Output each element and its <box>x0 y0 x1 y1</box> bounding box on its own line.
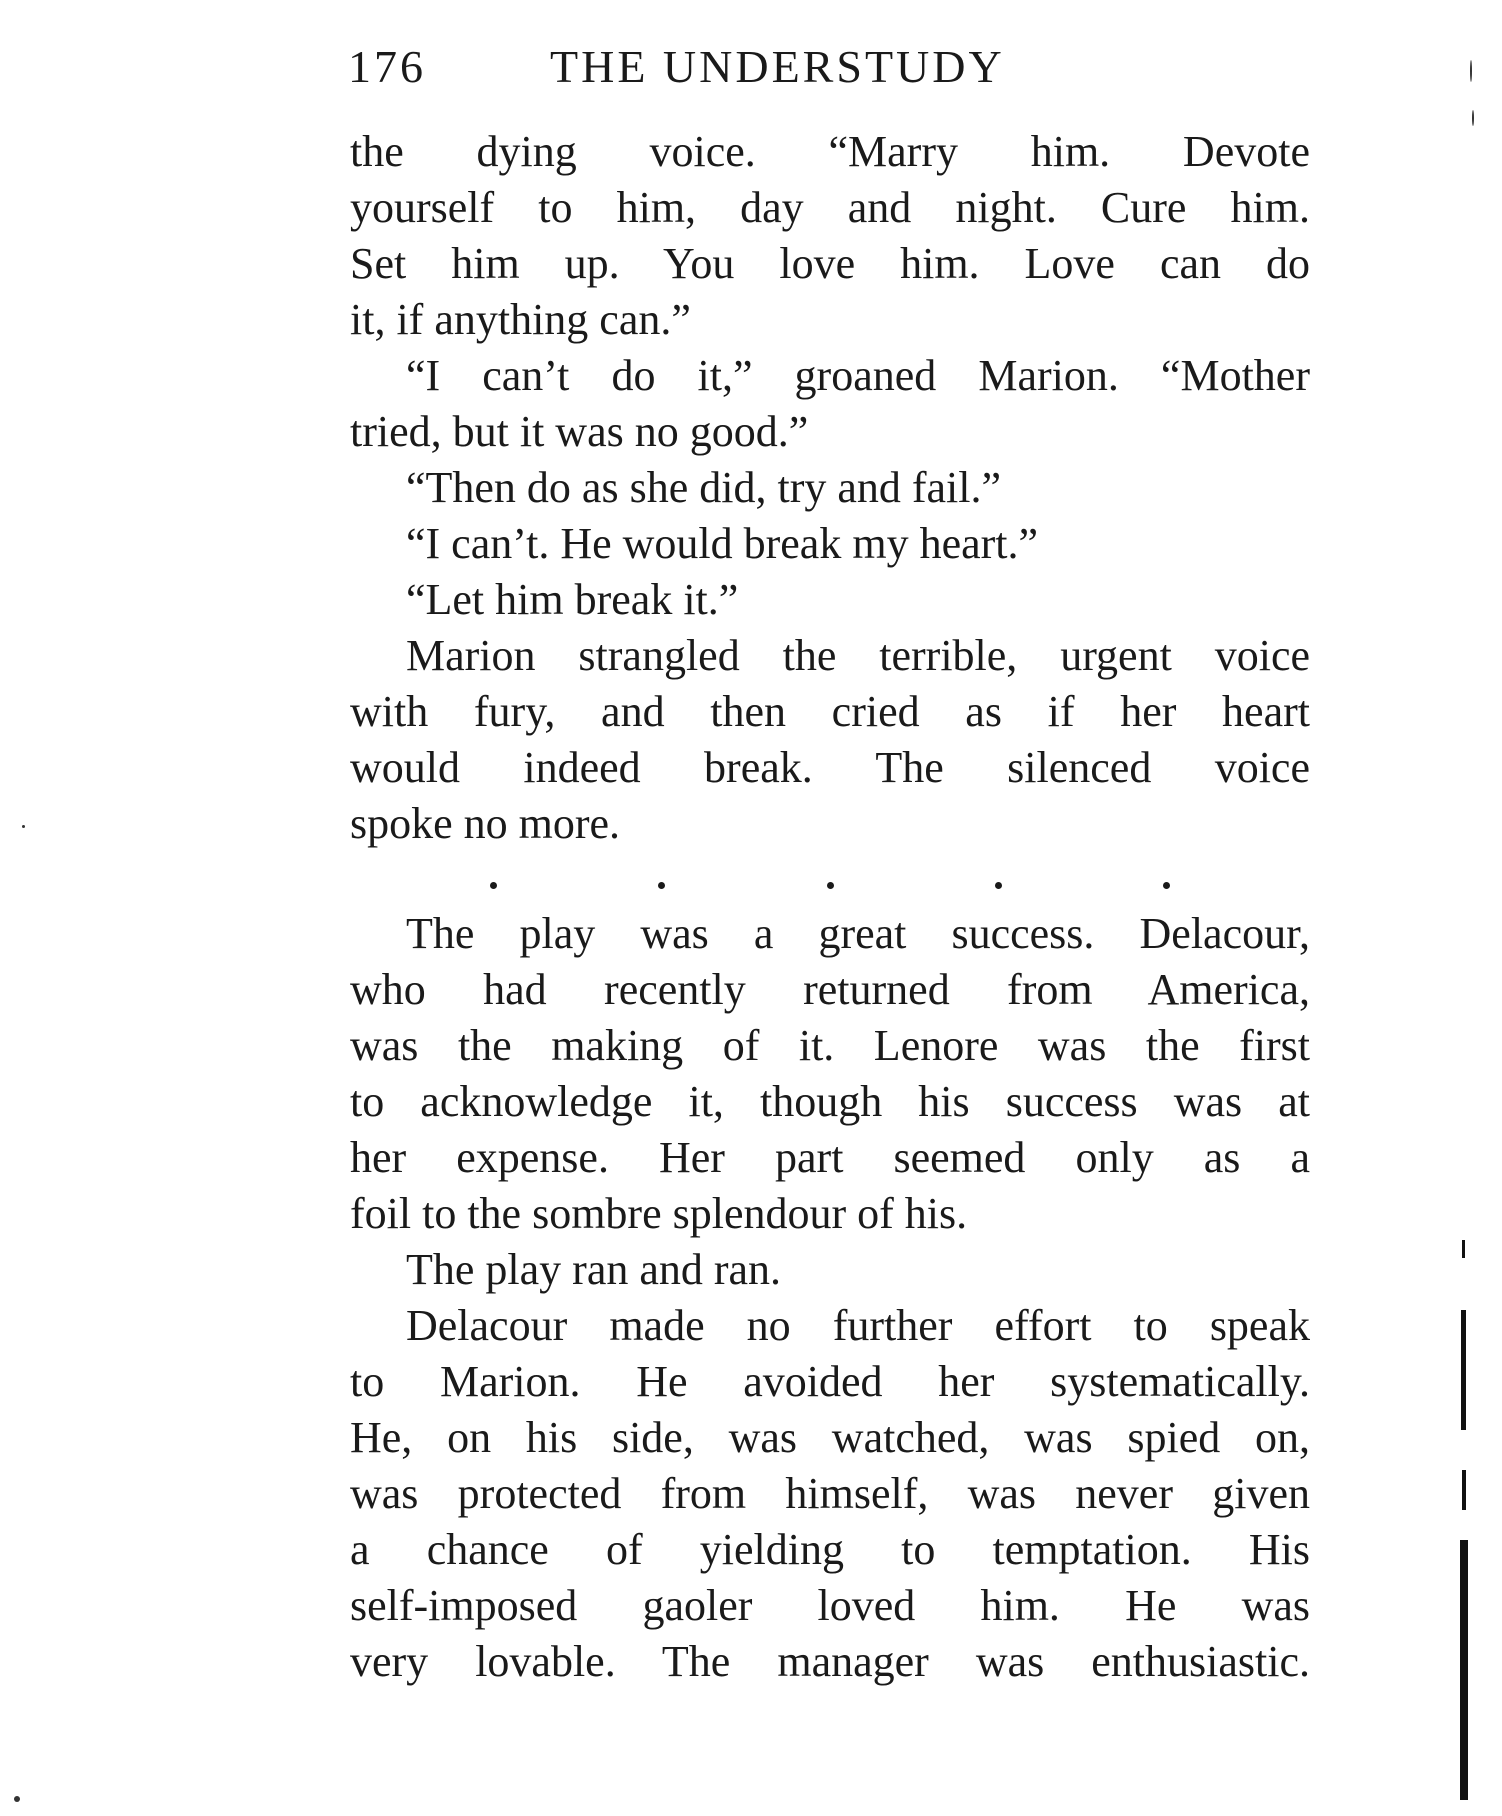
ellipsis-dot <box>658 882 665 889</box>
text-line: to acknowledge it, though his success was at <box>350 1077 1310 1126</box>
text-line: was the making of it. Lenore was the first <box>350 1021 1310 1070</box>
scan-speck <box>22 825 25 828</box>
ellipsis-dot <box>995 882 1002 889</box>
passage-one <box>350 124 1310 852</box>
text-line: yourself to him, day and night. Cure him. <box>350 183 1310 232</box>
text-line: who had recently returned from America, <box>350 965 1310 1014</box>
text-line: “Let him break it.” <box>406 575 739 624</box>
text-line: very lovable. The manager was enthusiastic. <box>350 1637 1310 1686</box>
running-title: THE UNDERSTUDY <box>550 41 1005 92</box>
text-line: spoke no more. <box>350 799 621 848</box>
text-line: foil to the sombre splendour of his. <box>350 1189 968 1238</box>
text-line: Delacour made no further effort to speak <box>406 1301 1310 1350</box>
text-line: Marion strangled the terrible, urgent voice <box>406 631 1310 680</box>
scan-artifact <box>1461 1310 1466 1430</box>
text-line: self-imposed gaoler loved him. He was <box>350 1581 1310 1630</box>
text-line: to Marion. He avoided her systematically. <box>350 1357 1310 1406</box>
scan-speck <box>1470 60 1472 82</box>
text-line: tried, but it was no good.” <box>350 407 809 456</box>
text-line: The play was a great success. Delacour, <box>406 909 1310 958</box>
section-break <box>490 870 1170 900</box>
scan-artifact <box>1460 1540 1468 1800</box>
text-line: The play ran and ran. <box>406 1245 782 1294</box>
text-line: with fury, and then cried as if her heart <box>350 687 1310 736</box>
text-line: would indeed break. The silenced voice <box>350 743 1310 792</box>
text-line: “I can’t. He would break my heart.” <box>406 519 1039 568</box>
ellipsis-dot <box>490 882 497 889</box>
ellipsis-dot <box>827 882 834 889</box>
text-line: was protected from himself, was never given <box>350 1469 1310 1518</box>
scan-artifact <box>1462 1470 1466 1510</box>
text-line: Set him up. You love him. Love can do <box>350 239 1310 288</box>
scan-binding-edge <box>1458 1240 1470 1800</box>
text-line: “I can’t do it,” groaned Marion. “Mother <box>406 351 1310 400</box>
text-line: it, if anything can.” <box>350 295 691 344</box>
text-line: the dying voice. “Marry him. Devote <box>350 127 1310 176</box>
text-line: He, on his side, was watched, was spied on, <box>350 1413 1310 1462</box>
passage-two <box>350 906 1310 1690</box>
text-line: a chance of yielding to temptation. His <box>350 1525 1310 1574</box>
text-line: her expense. Her part seemed only as a <box>350 1133 1310 1182</box>
ellipsis-dot <box>1163 882 1170 889</box>
scan-artifact <box>1462 1240 1465 1258</box>
scan-speck <box>14 1796 20 1802</box>
page-number: 176 <box>348 41 426 92</box>
page-header <box>348 40 1108 100</box>
scan-speck <box>1472 110 1474 126</box>
text-line: “Then do as she did, try and fail.” <box>406 463 1002 512</box>
